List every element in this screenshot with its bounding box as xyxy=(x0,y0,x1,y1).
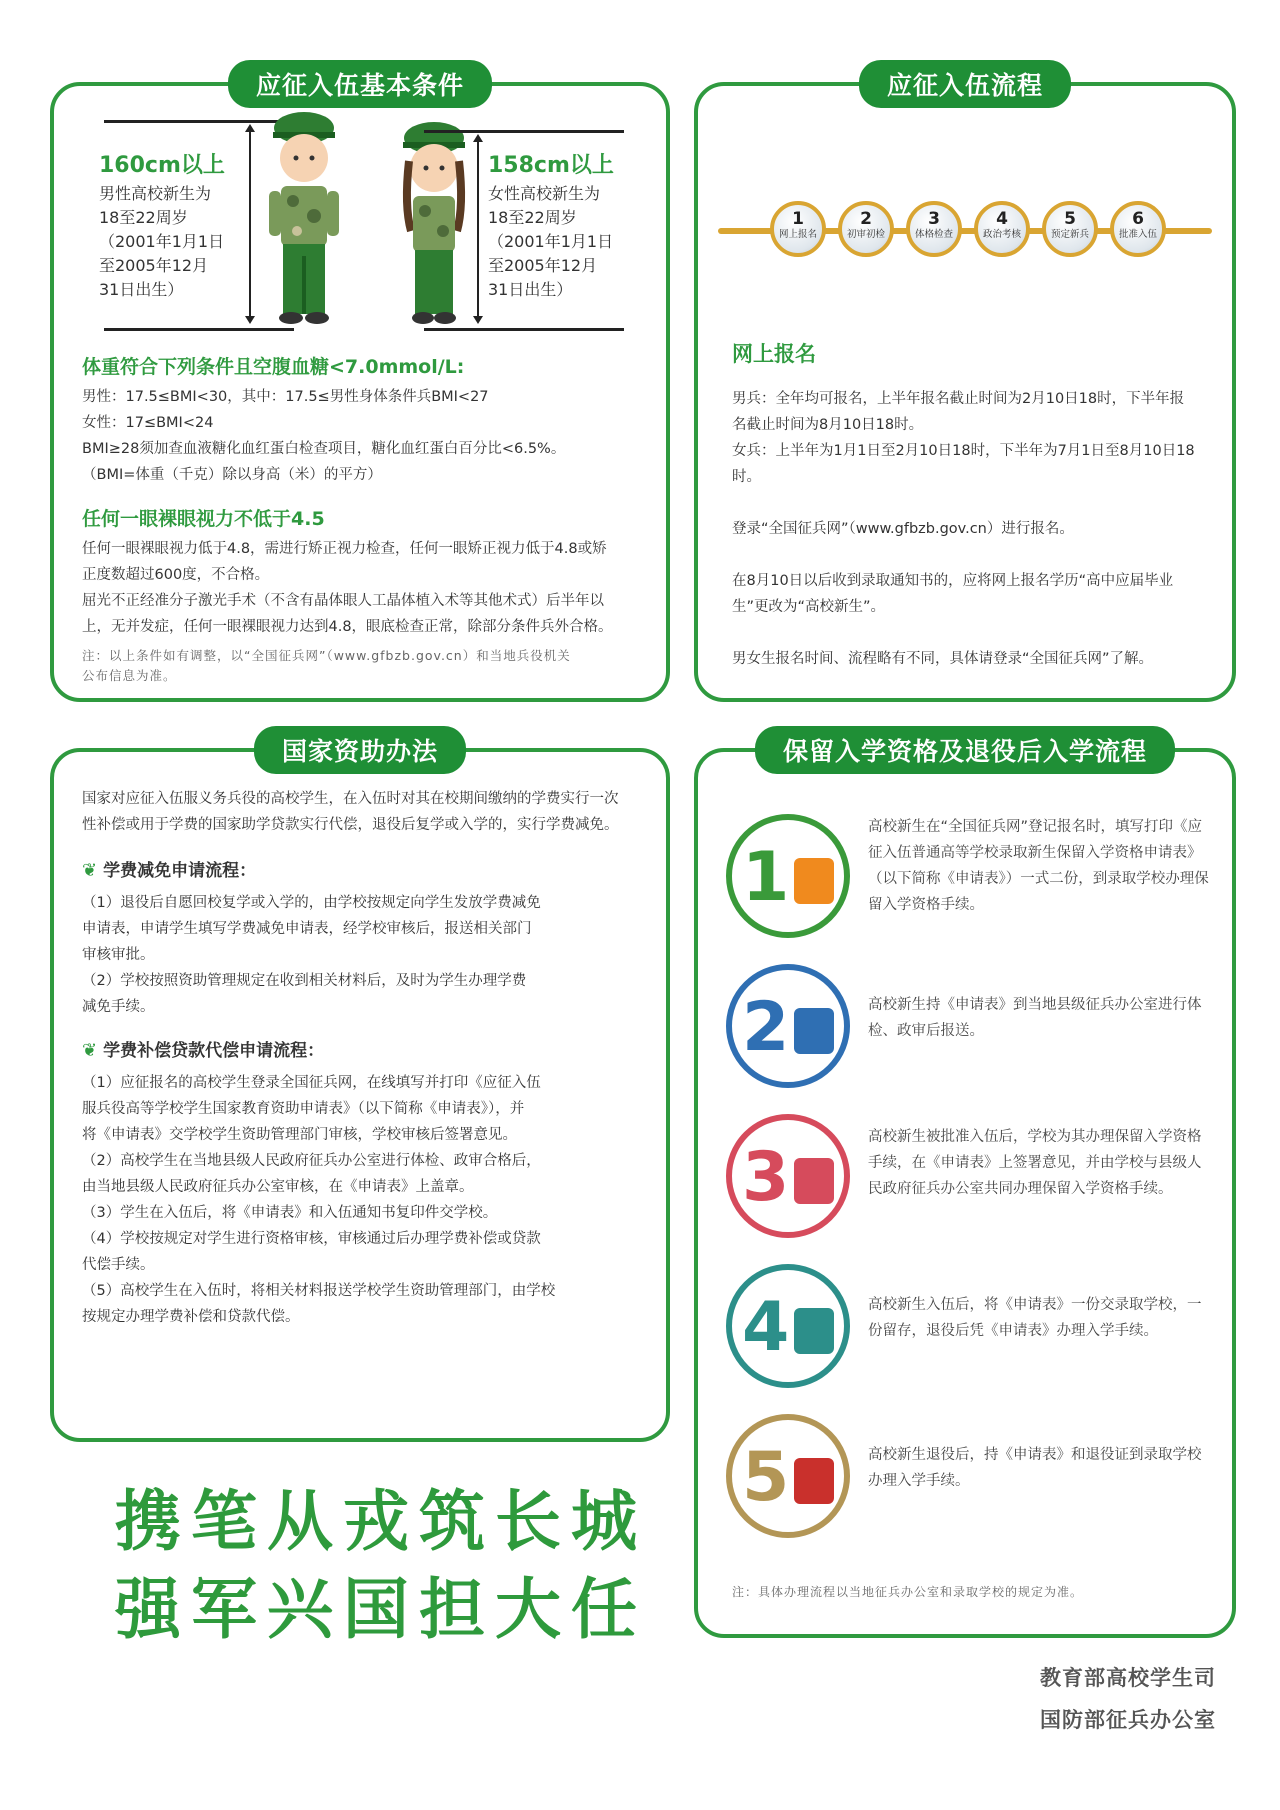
process-step-1: 1 网上报名 xyxy=(770,201,826,257)
male-height-axis xyxy=(249,128,251,320)
retention-step-5-circle: 5 xyxy=(726,1414,850,1538)
female-height-top-line xyxy=(424,130,624,133)
enrollment-retention-title: 保留入学资格及退役后入学流程 xyxy=(755,726,1175,774)
male-age-desc: 男性高校新生为 18至22周岁 （2001年1月1日 至2005年12月 31日出生） xyxy=(99,184,225,299)
retention-step-3-text: 高校新生被批准入伍后，学校为其办理保留入学资格手续，在《申请表》上签署意见，并由学校与县级人民政府征兵办公室共同办理保留入学资格手续。 xyxy=(868,1129,1202,1197)
retention-step-4-text: 高校新生入伍后，将《申请表》一份交录取学校，一份留存，退役后凭《申请表》办理入学手续。 xyxy=(868,1297,1202,1339)
state-funding-title: 国家资助办法 xyxy=(254,726,466,774)
form-icon xyxy=(794,858,834,904)
enlistment-process-title: 应征入伍流程 xyxy=(859,60,1071,108)
retention-step-2-text: 高校新生持《申请表》到当地县级征兵办公室进行体检、政审后报送。 xyxy=(868,997,1202,1039)
process-step-3: 3 体格检查 xyxy=(906,201,962,257)
vision-rules: 任何一眼裸眼视力低于4.8，需进行矫正视力检查，任何一眼矫正视力低于4.8或矫 正度数超过600度，不合格。 屈光不正经准分子激光手术（不含有晶体眼人工晶体植入术等其他术式）后半年以 上，无并发症，任何一眼裸眼视力达到4.8，眼底检查正常，除部分条件兵外合格。 xyxy=(82,541,613,635)
retention-step-1-circle: 1 xyxy=(726,814,850,938)
signature-line-2: 国防部征兵办公室 xyxy=(1040,1708,1216,1732)
male-soldier-figure xyxy=(259,106,349,331)
weight-rules: 男性：17.5≤BMI<30，其中：17.5≤男性身体条件兵BMI<27 女性：17≤BMI<24 BMI≥28须加查血液糖化血红蛋白检查项目，糖化血红蛋白百分比<6.5%。 （BMI=体重（千克）除以身高（米）的平方） xyxy=(82,389,566,483)
enlistment-process-panel xyxy=(694,71,1236,702)
basic-conditions-title: 应征入伍基本条件 xyxy=(228,60,492,108)
slogan-line-1: 携笔从戎筑长城 xyxy=(115,1482,647,1560)
weight-heading: 体重符合下列条件且空腹血糖<7.0mmol/L: xyxy=(82,356,465,378)
process-step-5: 5 预定新兵 xyxy=(1042,201,1098,257)
vision-heading: 任何一眼裸眼视力不低于4.5 xyxy=(82,508,325,530)
retention-step-2-circle: 2 xyxy=(726,964,850,1088)
tuition-waiver-steps: （1）退役后自愿回校复学或入学的，由学校按规定向学生发放学费减免 申请表，申请学生填写学费减免申请表，经学校审核后，报送相关部门 审核审批。 （2）学校按照资助管理规定在收到相关材料后，及时为学生办理学费 减免手续。 xyxy=(82,895,541,1015)
compensation-heading: ❦ 学费补偿贷款代偿申请流程： xyxy=(82,1040,325,1061)
female-height-axis xyxy=(477,138,479,320)
male-height-label: 160cm以上 xyxy=(99,153,225,178)
enrollment-retention-panel xyxy=(694,737,1236,1638)
leaf-icon: ❦ xyxy=(82,860,98,881)
signature-line-1: 教育部高校学生司 xyxy=(1040,1666,1216,1690)
paper-plane-icon xyxy=(794,1008,834,1054)
retention-step-1-text: 高校新生在“全国征兵网”登记报名时，填写打印《应征入伍普通高等学校录取新生保留入学资格申请表》（以下简称《申请表》）一式二份，到录取学校办理保留入学资格手续。 xyxy=(868,819,1209,913)
leaf-icon: ❦ xyxy=(82,1040,98,1061)
state-funding-panel xyxy=(50,737,670,1442)
process-step-2: 2 初审初检 xyxy=(838,201,894,257)
tuition-waiver-heading: ❦ 学费减免申请流程： xyxy=(82,860,257,881)
retention-note: 注：具体办理流程以当地征兵办公室和录取学校的规定为准。 xyxy=(732,1585,1084,1599)
school-building-icon xyxy=(794,1458,834,1504)
male-arrow-up-icon xyxy=(245,124,255,132)
female-arrow-down-icon xyxy=(473,316,483,324)
process-step-4: 4 政治考核 xyxy=(974,201,1030,257)
basic-conditions-panel xyxy=(50,71,670,702)
female-height-bottom-line xyxy=(424,328,624,331)
document-check-icon xyxy=(794,1158,834,1204)
female-height-label: 158cm以上 xyxy=(488,153,614,178)
retention-step-4-circle: 4 xyxy=(726,1264,850,1388)
online-registration-text: 男兵：全年均可报名，上半年报名截止时间为2月10日18时，下半年报 名截止时间为8月10日18时。 女兵：上半年为1月1日至2月10日18时，下半年为7月1日至8月10日18 时。 登录“全国征兵网”（www.gfbzb.gov.cn）进行报名。 在8月10日以后收到录取通知书的，应将网上报名学历“高中应届毕业 生”更改为“高校新生”。 男女生报名时间、流程略有不同，具体请登录“全国征兵网”了解。 xyxy=(732,391,1195,667)
conditions-note: 注：以上条件如有调整，以“全国征兵网”（www.gfbzb.gov.cn）和当地兵役机关 公布信息为准。 xyxy=(82,648,571,683)
mail-icon xyxy=(794,1308,834,1354)
compensation-steps: （1）应征报名的高校学生登录全国征兵网，在线填写并打印《应征入伍 服兵役高等学校学生国家教育资助申请表》（以下简称《申请表》），并 将《申请表》交学校学生资助管理部门审核，学校审核后签署意见。 （2）高校学生在当地县级人民政府征兵办公室进行体检、政审合格后， 由当地县级人民政府征兵办公室审核，在《申请表》上盖章。 （3）学生在入伍后，将《申请表》和入伍通知书复印件交学校。 （4）学校按规定对学生进行资格审核，审核通过后办理学费补偿或贷款 代偿手续。 （5）高校学生在入伍时，将相关材料报送学校学生资助管理部门，由学校 按规定办理学费补偿和贷款代偿。 xyxy=(82,1075,556,1325)
retention-step-5-text: 高校新生退役后，持《申请表》和退役证到录取学校办理入学手续。 xyxy=(868,1447,1202,1489)
online-registration-heading: 网上报名 xyxy=(732,342,816,366)
slogan-line-2: 强军兴国担大任 xyxy=(115,1570,647,1648)
retention-step-3-circle: 3 xyxy=(726,1114,850,1238)
female-soldier-figure xyxy=(389,116,479,331)
female-age-desc: 女性高校新生为 18至22周岁 （2001年1月1日 至2005年12月 31日出生） xyxy=(488,184,614,299)
female-arrow-up-icon xyxy=(473,134,483,142)
male-arrow-down-icon xyxy=(245,316,255,324)
process-step-6: 6 批准入伍 xyxy=(1110,201,1166,257)
funding-intro: 国家对应征入伍服义务兵役的高校学生，在入伍时对其在校期间缴纳的学费实行一次 性补偿或用于学费的国家助学贷款实行代偿，退役后复学或入学的，实行学费减免。 xyxy=(82,791,619,833)
